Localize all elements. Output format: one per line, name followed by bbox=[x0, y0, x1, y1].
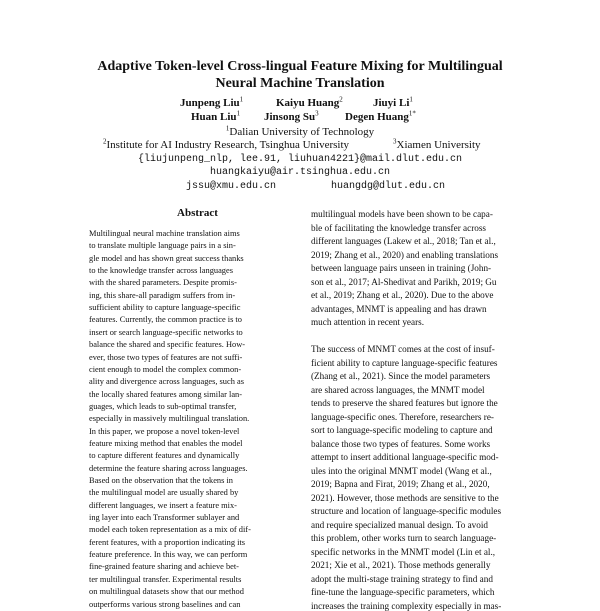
abstract-line: the multilingual model are usually shared by bbox=[89, 488, 239, 498]
author: Jiuyi Li$^1$ bbox=[373, 95, 413, 109]
abstract-line: ing layer into each Transformer sublayer and bbox=[89, 513, 240, 523]
abstract-line: cient enough to model the complex common- bbox=[89, 364, 242, 374]
body-line: son et al., 2017; Al-Shedivat and Parikh, 2019; Gu bbox=[311, 276, 497, 287]
body-line: language-specific ones. Therefore, researchers re- bbox=[311, 411, 494, 422]
abstract-line: In this paper, we propose a novel token-level bbox=[89, 426, 240, 436]
body-line: attempt to insert additional language-specific mod- bbox=[311, 452, 499, 462]
body-line: fine-tune the language-specific parameters, which bbox=[311, 587, 495, 597]
body-line: ficient ability to capture language-specific features bbox=[311, 357, 498, 368]
body-line: et al., 2019; Zhang et al., 2020). Due to the above bbox=[311, 290, 494, 300]
body-line: increases the training complexity especially in mas- bbox=[311, 600, 502, 611]
abstract-line: insert or search language-specific networks to bbox=[89, 327, 243, 337]
abstract-line: Multilingual neural machine translation aims bbox=[89, 229, 240, 238]
abstract-line: gle model and has shown great success thanks bbox=[89, 253, 244, 263]
body-line: 2021). However, those methods are sensitive to the bbox=[311, 492, 499, 503]
abstract-line: different languages, we insert a feature mix- bbox=[89, 500, 237, 510]
abstract-line: ferent features, with a proportion indicating its bbox=[89, 537, 246, 547]
body-line: and require specialized manual design. To avoid bbox=[311, 519, 489, 530]
author: Junpeng Liu$^1$ bbox=[180, 95, 244, 109]
abstract-line: Based on the observation that the tokens in bbox=[89, 476, 233, 485]
body-line: ules into the original MNMT model (Wang et al., bbox=[311, 465, 492, 476]
title-line-2: Neural Machine Translation bbox=[215, 76, 385, 91]
body-line: advantages, MNMT is appealing and has drawn bbox=[311, 303, 487, 314]
body-line: 2019; Zhang et al., 2020) and enabling translations bbox=[311, 249, 499, 260]
affiliation-2: $^2$Institute for AI Industry Research, Tsinghua University bbox=[103, 137, 350, 151]
affiliation-1: $^1$Dalian University of Technology bbox=[225, 124, 375, 138]
abstract-line: ter multilingual transfer. Experimental results bbox=[89, 574, 242, 584]
abstract-line: on multilingual datasets show that our method bbox=[89, 587, 244, 597]
abstract-line: the locally shared features among similar lan- bbox=[89, 389, 243, 399]
body-line: much attention in recent years. bbox=[311, 317, 425, 327]
abstract-line: ality and divergence across languages, such as bbox=[89, 377, 244, 387]
body-line: this problem, other works turn to search language- bbox=[311, 533, 497, 543]
email-huangdg: huangdg@dlut.edu.cn bbox=[331, 181, 446, 192]
body-line: 2021; Xie et al., 2021). Those methods generally bbox=[311, 560, 491, 570]
email-jssu: jssu@xmu.edu.cn bbox=[186, 181, 277, 192]
body-line: adopt the multi-stage training strategy to find and bbox=[311, 573, 493, 584]
body-line: sort to language-specific modeling to capture and bbox=[311, 425, 493, 435]
affiliation-3: $^3$Xiamen University bbox=[393, 137, 481, 151]
author: Degen Huang$^{1*}$ bbox=[345, 109, 416, 123]
body-line: tends to preserve the shared features but ignore the bbox=[311, 398, 498, 408]
author: Jinsong Su$^3$ bbox=[264, 109, 319, 123]
body-line: balance those two types of features. Some works bbox=[311, 438, 491, 449]
body-line: The success of MNMT comes at the cost of insuf- bbox=[311, 344, 495, 354]
abstract-line: ing, this share-all paradigm suffers from in- bbox=[89, 290, 236, 300]
abstract-line: to the knowledge transfer across languages bbox=[89, 266, 233, 276]
abstract-line: to capture different features and dynamically bbox=[89, 451, 240, 461]
abstract-line: especially in massively multilingual translation. bbox=[89, 414, 250, 424]
title-line-1: Adaptive Token-level Cross-lingual Feature Mixing for Multilingual bbox=[97, 59, 503, 74]
body-line: between language pairs unseen in training (John- bbox=[311, 263, 492, 273]
abstract-line: balance the shared and specific features. How- bbox=[89, 340, 246, 350]
body-line: multilingual models have been shown to be capa- bbox=[311, 209, 493, 219]
author: Huan Liu$^1$ bbox=[191, 109, 241, 123]
abstract-heading: Abstract bbox=[177, 207, 218, 219]
abstract-line: fine-grained feature sharing and achieve bet- bbox=[89, 562, 239, 572]
abstract-line: determine the feature sharing across languages. bbox=[89, 463, 248, 473]
abstract-line: outperforms various strong baselines and can bbox=[89, 599, 241, 609]
email-line-1: {liujunpeng_nlp, lee.91, liuhuan4221}@mail.dlut.edu.cn bbox=[137, 154, 463, 165]
abstract-line: ever, those two types of features are not suffi- bbox=[89, 352, 243, 362]
abstract-line: model each token representation as a mix of dif- bbox=[89, 525, 251, 535]
abstract-line: sufficient ability to capture language-specific bbox=[89, 303, 241, 313]
body-line: 2019; Bapna and Firat, 2019; Zhang et al., 2020, bbox=[311, 479, 490, 489]
paper-title bbox=[0, 58, 600, 92]
email-line-2: huangkaiyu@air.tsinghua.edu.cn bbox=[209, 167, 391, 178]
abstract-line: with the shared parameters. Despite promis- bbox=[89, 278, 237, 288]
author: Kaiyu Huang$^2$ bbox=[276, 95, 343, 109]
abstract-line: feature preference. In this way, we can perform bbox=[89, 550, 248, 560]
body-line: structure and location of language-specific modules bbox=[311, 506, 502, 516]
body-line: specific networks in the MNMT model (Lin et al., bbox=[311, 546, 496, 557]
body-line: are shared across languages, the MNMT model bbox=[311, 384, 485, 395]
abstract-line: to translate multiple language pairs in a sin- bbox=[89, 241, 236, 251]
abstract-line: guages, which leads to sub-optimal transfer, bbox=[89, 401, 237, 411]
abstract-line: feature mixing method that enables the model bbox=[89, 438, 243, 448]
body-line: different languages (Lakew et al., 2018; Tan et al., bbox=[311, 236, 496, 246]
abstract-line: features. Currently, the common practice is to bbox=[89, 315, 242, 325]
body-line: (Zhang et al., 2021). Since the model parameters bbox=[311, 371, 491, 381]
body-line: ble of facilitating the knowledge transfer across bbox=[311, 222, 487, 233]
